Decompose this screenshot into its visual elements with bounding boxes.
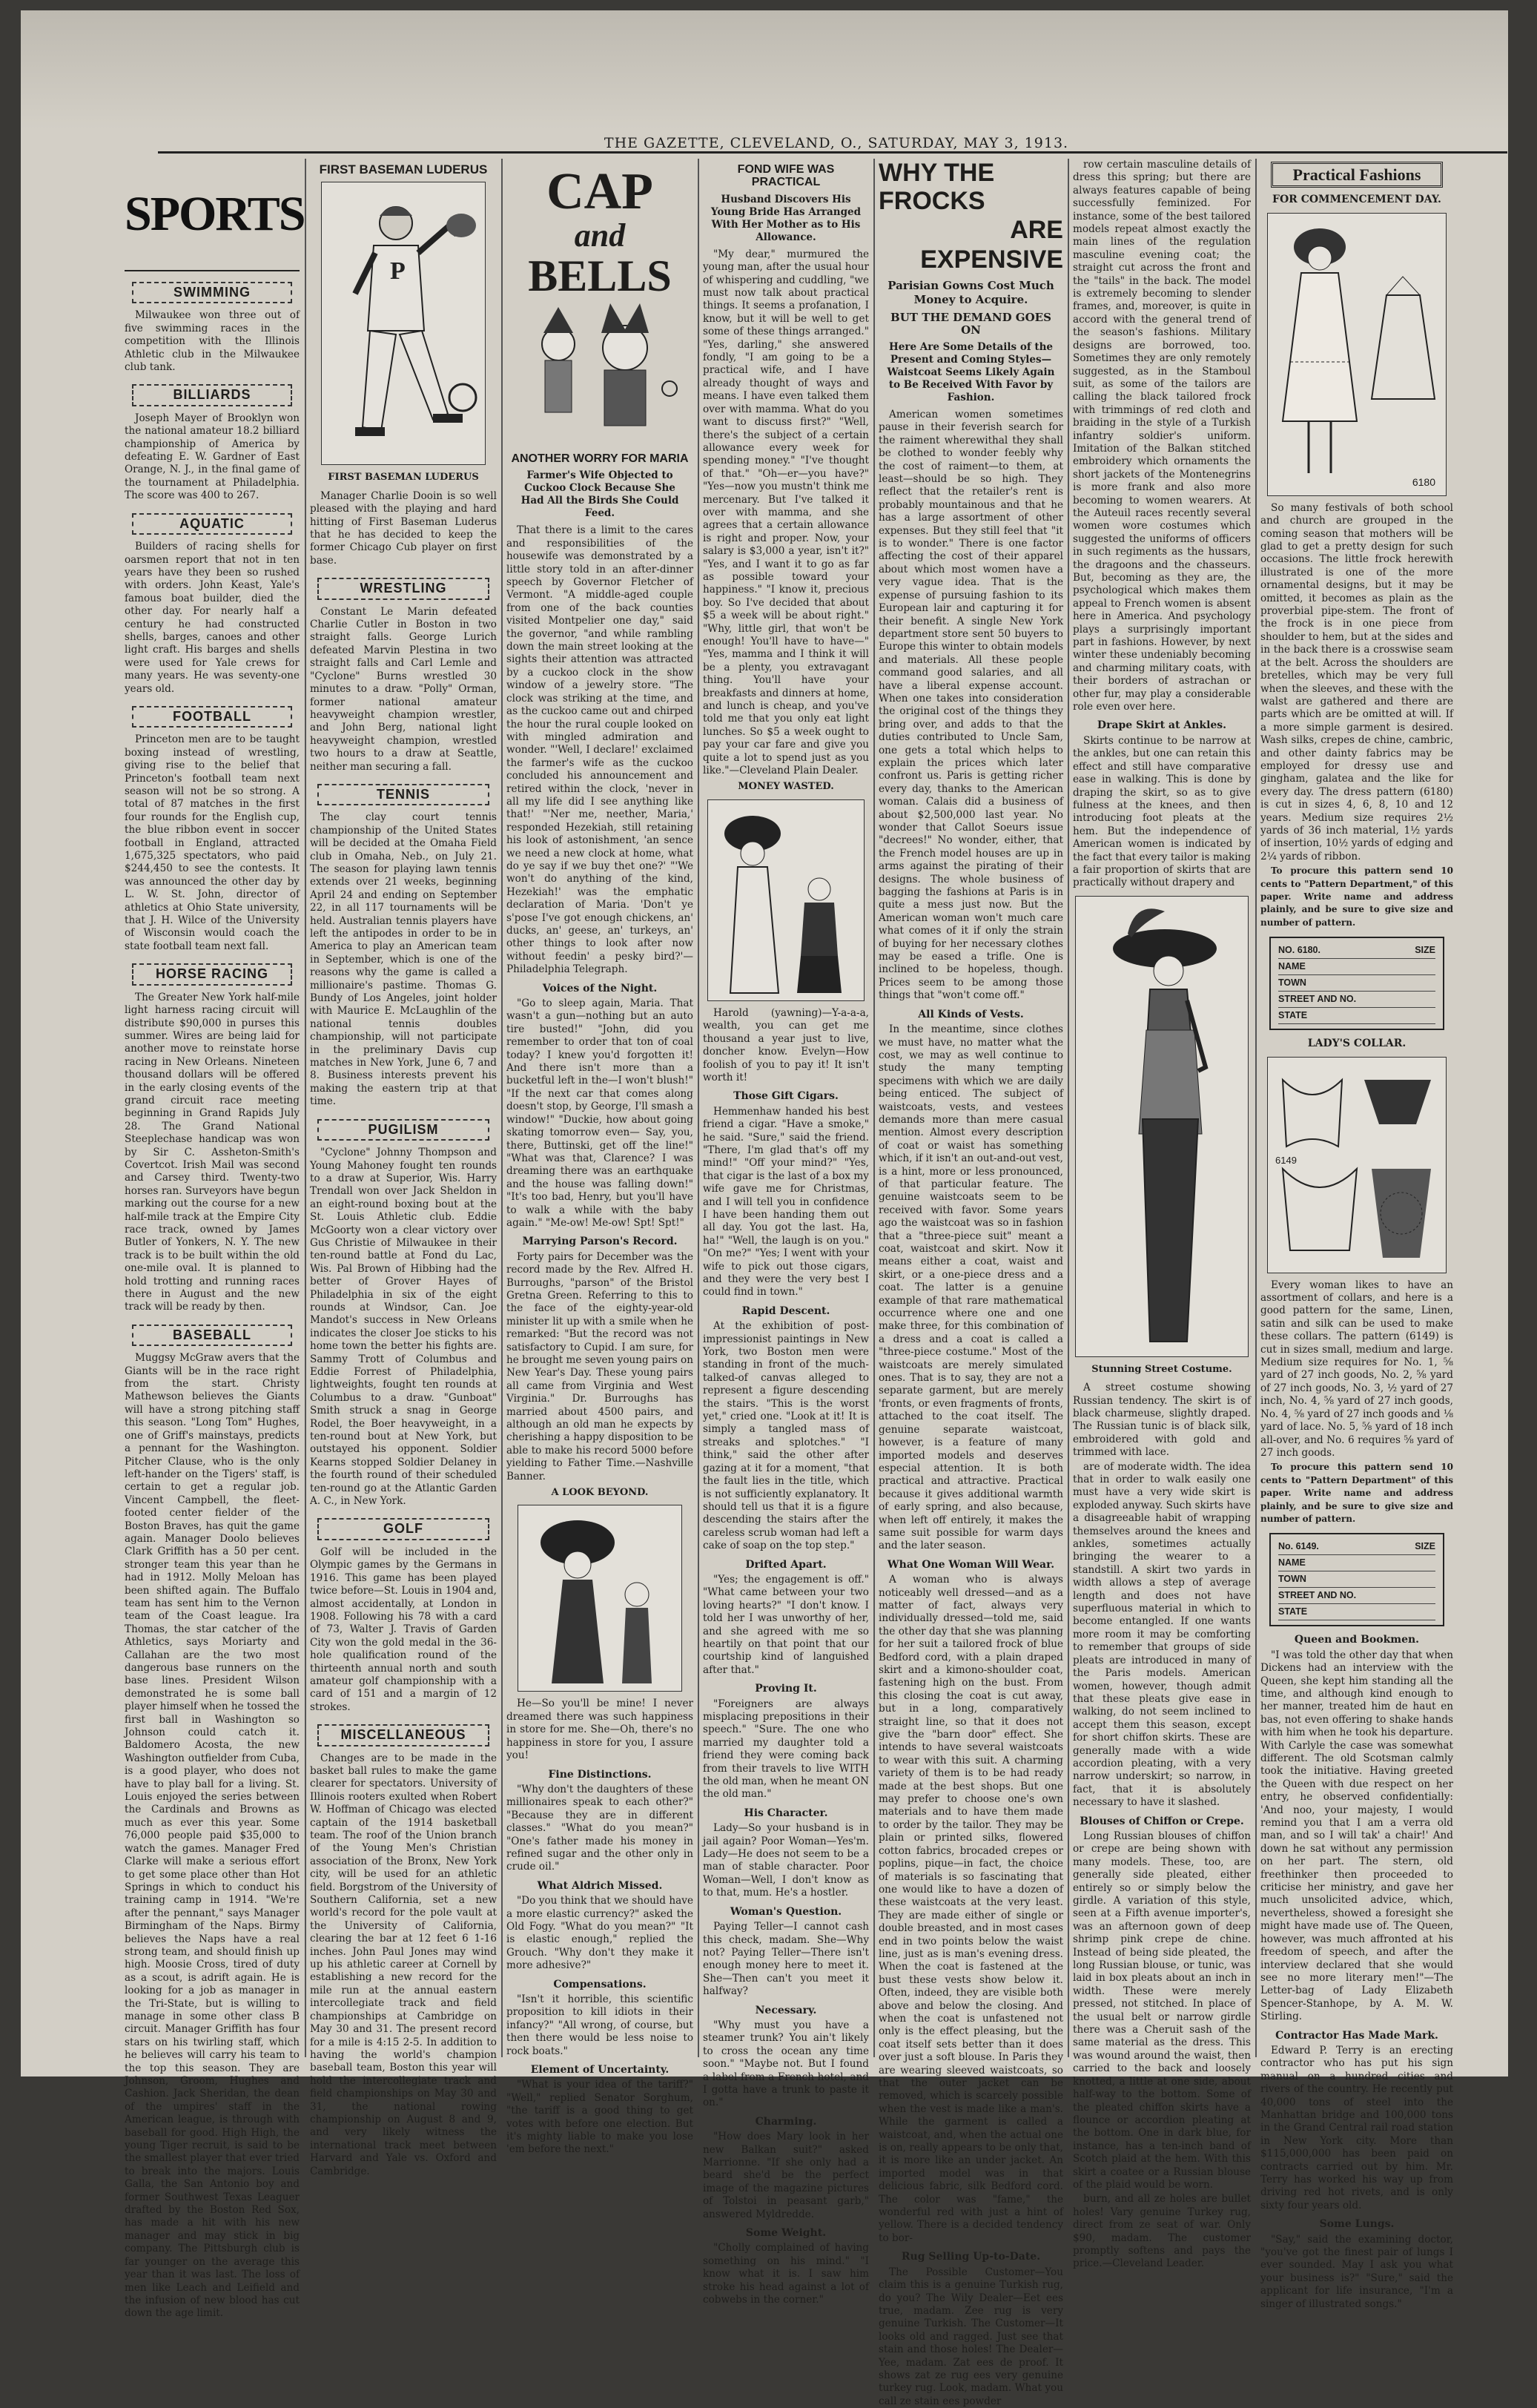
money-wasted-illustration xyxy=(707,799,865,1001)
pugilism-text: "Cyclone" Johnny Thompson and Young Mahoney fought ten rounds to a draw at Superior, Wis. Harry Trendall won over Jack Sheldon in an eight-round boxing bout at the St. Louis Athletic club. Eddie McGoorty won a clear victory over Gus Christie of Milwaukee in their ten-round battle at Fond du Lac, Wis. Pal Brown of Hibbing had the better of Grover Hayes of Philadelphia in six of the eight rounds at Windsor, Can. Joe Mandot's success in New Orleans indicates the closer Joe sticks to his home town the better his fights are. Sammy Trott of Columbus and Eddie Forrest of Philadelphia, lightweights, fought ten rounds at Columbus to a draw. "Gunboat" Smith struck a snag in George Rodel, the Boer heavyweight, in a ten-round bout at New York, but outstayed his opponent. Soldier Kearns stopped Soldier Delaney in the fourth round of their scheduled ten-round go at the Atlantic Garden A. C., in New York. xyxy=(310,1147,497,1508)
girl-dress-drawing xyxy=(1268,214,1446,495)
column-rule xyxy=(873,159,875,2057)
charming-text: "How does Mary look in her new Balkan suit?" asked Marrionne. "If she only had a beard she'd be the perfect image of the magazine pictures of Tolstoi in peasant garb," answered Myldredde. xyxy=(703,2131,869,2220)
fond-wife-deck: Husband Discovers His Young Bride Has Arranged With Her Mother as to His Allowance. xyxy=(710,193,862,243)
question-text: Paying Teller—I cannot cash this check, madam. She—Why not? Paying Teller—There isn't enough money here to meet it. She—Then can't you meet it halfway? xyxy=(703,1921,869,1998)
maria-text: That there is a limit to the cares and responsibilities of the housewife was demonstrated by a little story told in an after-dinner speech by Governor Fletcher of Vermont. "A middle-aged couple from one of the back counties visited Montpelier one day," said the governor, "and while rambling down the main street looking at the sights their attention was attracted by a cuckoo clock in the show window of a jewelry store. "The clock was striking at the time, and as the cuckoo came out and chirped the hour the rural couple looked on with mingled admiration and wonder. "'Well, I declare!' exclaimed the farmer's wife as the cuckoo concluded his announcement and retired within the clock, 'never in all my life did I see anything like that!' "'Ner me, neether, Maria,' responded Hezekiah, still retaining his look of astonishment, 'an sence we need a new clock at home, what do ye say if we buy thet one?' "'We won't do anything of the kind, Hezekiah!' was the emphatic declaration of Maria. 'Don't ye s'pose I've got enough chickens, an' ducks, an' geese, an' turkeys, an' other things to look after now without feedin' a pesky bird?'—Philadelphia Telegraph. xyxy=(506,524,693,976)
necessary-heading: Necessary. xyxy=(755,2004,817,2016)
column-six xyxy=(1073,159,1251,2270)
column-two xyxy=(310,159,497,2177)
pattern-6180-number: 6180 xyxy=(1412,476,1435,489)
form-town-field[interactable]: TOWN xyxy=(1278,1571,1435,1588)
column-rule xyxy=(501,159,503,2057)
column-rule xyxy=(1255,159,1257,2057)
billiards-text: Joseph Mayer of Brooklyn won the national amateur 18.2 billiard championship of America by defeating E. W. Gardner of East Orange, N. J., in the final game of the tournament at Philadelphia. The score was 400 to 267. xyxy=(125,412,300,502)
commencement-dress-illustration xyxy=(1267,213,1447,496)
aquatic-text: Builders of racing shells for oarsmen report that not in ten years have they been so rushed with orders. John Keast, Yale's famous boat builder, died the other day. For nearly half a century he had constructed shells, barges, canoes and other light craft. His barges and shells were used for Yale crews for many years. He was seventy-one years old. xyxy=(125,541,300,695)
character-heading: His Character. xyxy=(744,1807,828,1819)
frocks-deck3: Here Are Some Details of the Present and Coming Styles—Waistcoat Seems Likely Again to Be Received With Favor by Fashion. xyxy=(887,341,1055,403)
street-costume-text: A street costume showing Russian tendency. The skirt is of black charmeuse, slightly draped. The Russian tunic is of black silk, embroidered with gold and trimmed with lace. xyxy=(1073,1382,1251,1459)
blouses-heading: Blouses of Chiffon or Crepe. xyxy=(1080,1815,1244,1827)
frocks-deck1: Parisian Gowns Cost Much Money to Acquire. xyxy=(888,279,1054,306)
form-size-field[interactable]: SIZE xyxy=(1415,945,1435,956)
tennis-heading: TENNIS xyxy=(317,784,489,805)
sports-column xyxy=(125,159,305,2320)
golf-text: Golf will be included in the Olympic games by the Germans in 1916. This game has been played twice before—St. Louis in 1904 and, almost accidentally, at London in 1908. Following his 78 with a card of 73, Walter J. Travis of Garden City won the gold medal in the 36-hole qualification round of the thirteenth annual north and south amateur golf championship with a card of 151 and a margin of 12 strokes. xyxy=(310,1546,497,1713)
form-town-field[interactable]: TOWN xyxy=(1278,975,1435,992)
frocks-deck2: BUT THE DEMAND GOES ON xyxy=(890,311,1051,337)
lady-collar-illustration xyxy=(1267,1057,1447,1273)
weight-heading: Some Weight. xyxy=(745,2227,827,2240)
woman-in-costume-drawing xyxy=(1076,897,1248,1356)
sports-logo: SPORTS xyxy=(125,159,300,271)
column-four xyxy=(703,159,869,2306)
parson-heading: Marrying Parson's Record. xyxy=(522,1236,678,1248)
and-logo-word: and xyxy=(574,217,626,254)
jester-drawing xyxy=(514,300,686,433)
contractor-heading: Contractor Has Made Mark. xyxy=(1275,2029,1438,2042)
swimming-heading: SWIMMING xyxy=(132,282,292,303)
form-number-label: No. 6149. xyxy=(1278,1541,1319,1552)
form-street-field[interactable]: STREET AND NO. xyxy=(1278,1588,1435,1604)
weight-text: "Cholly complained of having something on his mind." "I know what it is. I saw him stroke his head against a lot of cobwebs in the corner." xyxy=(703,2242,869,2306)
pattern-order-form-6180[interactable] xyxy=(1269,937,1444,1030)
collar-text: Every woman likes to have an assortment of collars, and here is a good pattern for the same, Linen, satin and silk can be used to make these collars. The pattern (6149) is cut in sizes small, medium and large. Medium size requires for No. 1, ⅝ yard of 27 inch goods, No. 2, ⅝ yard of 27 inch goods, No. 3, ½ yard of 27 inch, No. 4, ⅝ yard of 27 inch goods, No. 4, ⅝ yard of 27 inch goods and ⅛ yard of lace. No. 5, ⅝ yard of 18 inch all-over, and No. 6 requires ⅝ yard of 27 inch goods. xyxy=(1260,1279,1453,1459)
form-size-field[interactable]: SIZE xyxy=(1415,1541,1435,1552)
rapid-heading: Rapid Descent. xyxy=(741,1304,830,1317)
masthead xyxy=(136,135,1537,156)
form-number-label: NO. 6180. xyxy=(1278,945,1321,956)
golf-heading: GOLF xyxy=(317,1518,489,1540)
commencement-text: So many festivals of both school and church are grouped in the coming season that mothers will be glad to get a pretty design for such occasions. The little frock herewith illustrated is one of the more ornamental designs, but it may be omitted, it becomes as plain as the proverbial pipe-stem. The front of the frock is in one piece from shoulder to hem, but at the sides and in the back there is a crosswise seam at the belt. Across the shoulders are bretelles, which may be very full when the sleeves, and these with the walst are gathered and there are parts which are be omitted at will. If a more simple garment is desired. Wash silks, crepes de chine, cambric, and other dainty fabrics may be employed for dressy use and gingham, galatea and the like for every day. The dress pattern (6180) is cut in sizes 4, 6, 8, 10 and 12 years. Medium size requires 2½ yards of 36 inch material, 1½ yards of insertion, 10½ yards of edging and 2¼ yards of ribbon. xyxy=(1260,501,1453,862)
commencement-subtitle: FOR COMMENCEMENT DAY. xyxy=(1272,194,1441,206)
drifted-heading: Drifted Apart. xyxy=(745,1558,827,1571)
pattern-order-text-2: To procure this pattern send 10 cents to "Pattern Department" of this paper. Write name and address plainly, and be sure to give size and number of pattern. xyxy=(1260,1462,1453,1524)
football-text: Princeton men are to be taught boxing instead of wrestling, giving rise to the belief that Princeton's football team next season will not be so strong. A total of 87 matches in the first four rounds for the English cup, the blue ribbon event in soccer football in England, attracted 1,675,325 spectators, who paid $244,450 to see the contests. It was announced the other day by L. W. St. John, director of athletics at Ohio State university, that J. H. Wilce of the University of Wisconsin would coach the state football team next fall. xyxy=(125,733,300,952)
maria-deck: Farmer's Wife Objected to Cuckoo Clock Because She Had All the Birds She Could Feed. xyxy=(520,469,679,520)
form-number-row xyxy=(1278,943,1435,959)
lady-collar-caption: LADY'S COLLAR. xyxy=(1307,1038,1407,1050)
column-five xyxy=(879,159,1063,2407)
swimming-text: Milwaukee won three out of five swimming races in the competition with the Illinois Athletic club in the Milwaukee club tank. xyxy=(125,309,300,374)
horse-racing-heading: HORSE RACING xyxy=(132,963,292,985)
baseball-heading: BASEBALL xyxy=(132,1325,292,1346)
couple-seated-drawing xyxy=(708,800,864,1000)
baseball-text: Muggsy McGraw avers that the Giants will be in the race right from the start. Christy Mathewson believes the Giants will have a strong pitching staff this season. "Long Tom" Hughes, one of Griff's mainstays, predicts a pennant for the Washington. Pitcher Clause, who is the only left-hander on the Tigers' staff, is certain to get a regular job. Vincent Campbell, the fleet-footed center fielder of the Boston Braves, has quit the game again. Manager Doolo believes Clark Griffith has a 50 per cent. stronger team this year than he had in 1912. Molly Meloan has been shifted again. The Buffalo team has sent him to the Vernon team of the Coast league. Ira Thomas, the star catcher of the Athletics, says Moriarty and Callahan are the two most dangerous base runners on the base lines. President Wilson demonstrated he is some ball player himself when he tossed the first ball in Washington so Johnson could catch it. Baldomero Acosta, the new Washington outfielder from Cuba, is a good player, who does not have to play ball for a living. St. Louis enjoyed the series between the Cardinals and Browns as much as ever this year. Some 76,000 people paid $35,000 to watch the games. Manager Fred Clarke will make a serious effort to get some place other than Hot Springs in which to conduct his training camp in 1914. "We're after the pennant," says Manager Birmingham of the Naps. Birmy believes the Naps have a real strong team, and should finish up high. Moosie Cross, tired of duty as a scout, is adrift again. He is looking for a job as manager in the Tri-State, but is willing to manage in some other class B circuit. Manager Griffith has four stars on his twirling staff, which he believes will carry his team to the top this season. They are Johnson, Groom, Hughes and Cashion. Jack Sheridan, the dean of the umpires' staff in the American league, is through with baseball for good. High High, the young Tiger recruit, is said to be the smallest player that ever tried to break into the majors. Louis Galla, the San Antonio boy and former Southwest Texas Leaguer drafted by the Boston Red Sox, has made a hit with his new manager and may stick in big company. The Pittsburgh club is far younger on the average this year than it was last. The loss of men like Leach and Leifield and the infusion of new blood has cut down the age limit. xyxy=(125,1352,300,2320)
drifted-text: "Yes; the engagement is off." "What came between your two loving hearts?" "I don't know. I told her I was unworthy of her, and she agreed with me so heartily on that point that our courtship kind of languished after that." xyxy=(703,1573,869,1676)
rug-continued-text: burn, and all ze holes are bullet holes! Vary genuine Turkey rug, direct from ze seat of war. Only $90, madam. The customer promptly softens and pays the price.—Cleveland Leader. xyxy=(1073,2193,1251,2270)
wear-text: A woman who is always noticeably well dressed—and as a matter of fact, always very individually dressed—told me, said the other day that she was planning for her suit a tailored frock of blue Bedford cord, with a plain draped skirt and a kimono-shoulder coat, fastening high on the bust. From this closing the coat is cut away, but in a long, comparatively straight line, so that it does not give the "barn door" effect. She intends to have several waistcoats to wear with this suit. A charming variety of them is to be had ready made at the best shops. But one may prefer to choose one's own materials and to have them made to order by the tailor. They may be plain or printed silks, flowered cotton fabrics, brocaded crepes or poplins, pique—in fact, the choice of materials is so fascinating that one would like to have a dozen of these waistcoats at the very least. They are made either of single or double breasted, and in most cases end in two points below the waist line, just as is man's evening dress. When the coat is fastened at the bust these vests show below it. Often, indeed, they are visible both above and below the closing. And when the coat is unfastened not only is the effect pleasing, but the coat itself sets better than it does over just a soft blouse. In Paris they are wearing sleeved waistcoats, so that the outer jacket can be removed, which is scarcely possible when the vest is made like a man's. While the garment is called a waistcoat, and, when the actual one is on, really appears to be only that, it is more like an under jacket. An imported model was in that delicious fabric, silk Bedford cord. The color was "fame," the wonderful red with just a hint of yellow. There is a decided tendency to bor- xyxy=(879,1574,1063,2244)
lungs-heading: Some Lungs. xyxy=(1319,2218,1395,2231)
wrestling-heading: WRESTLING xyxy=(317,578,489,599)
fond-wife-heading: FOND WIFE WAS PRACTICAL xyxy=(737,163,835,189)
form-number-row xyxy=(1278,1539,1435,1555)
frocks-title-line1: WHY THE FROCKS xyxy=(879,159,995,215)
svg-text:P: P xyxy=(390,257,406,286)
baseball-player-drawing xyxy=(322,182,485,464)
proving-text: "Foreigners are always misplacing prepositions in their speech." "Sure. The one who married my daughter told a friend they were coming back from their travels to live WITH the old man, when he meant ON the old man." xyxy=(703,1698,869,1801)
uncertainty-text: "What is your idea of the tariff?" "Well," replied Senator Sorghum, "the tariff is a good thing to get votes with before one election. But it's mighty liable to make you lose 'em before the next." xyxy=(506,2079,693,2156)
aldrich-text: "Do you think that we should have a more elastic currency?" asked the Old Fogy. "What do you mean?" "It is elastic enough," replied the Grouch. "Why don't they make it more adhesive?" xyxy=(506,1895,693,1972)
uncertainty-heading: Element of Uncertainty. xyxy=(530,2064,670,2077)
wrestling-text: Constant Le Marin defeated Charlie Cutler in Boston in two straight falls. George Lurich defeated Marvin Plestina in two straight falls and Carl Lemle and "Cyclone" Burns wrestled 30 minutes to a draw. "Polly" Orman, former national amateur heavyweight champion wrestler, and John Berg, national light heavyweight champion, wrestled two hours to a draw at Seattle, neither man securing a fall. xyxy=(310,605,497,773)
luderus-text: Manager Charlie Dooin is so well pleased with the playing and hard hitting of First Baseman Luderus that he has decided to keep the former Chicago Cub player on first base. xyxy=(310,489,497,567)
drape-text: Skirts continue to be narrow at the ankles, but one can retain this effect and still have comparative ease in walking. This is done by draping the skirt, so as to give fulness at the knees, and then introducing foot pleats at the hem. But the independence of American women is indicated by the fact that every tailor is making a fair proportion of skirts that are practically without drapery and xyxy=(1073,734,1251,889)
luderus-heading: FIRST BASEMAN LUDERUS xyxy=(319,162,488,177)
compensations-heading: Compensations. xyxy=(553,1978,647,1990)
couple-drawing xyxy=(518,1505,681,1691)
pattern-order-text-1: To procure this pattern send 10 cents to "Pattern Department," of this paper. Write name and address plainly, and be sure to give size and number of pattern. xyxy=(1260,865,1453,928)
look-beyond-caption: A LOOK BEYOND. xyxy=(551,1487,649,1499)
wear-heading: What One Woman Will Wear. xyxy=(887,1558,1055,1571)
voices-text: "Go to sleep again, Maria. That wasn't a gun—nothing but an auto tire busted!" "John, did you remember to order that ton of coal today? I knew you'd forgotten it! And there isn't more than a bucketful left in the—I won't blush!" "If the next car that comes along doesn't stop, by George, I'll smash a window!" "Duckie, how about going skating tomorrow even— Say, you, there, Buttinski, get off the line!" "What was that, Clarence? I was dreaming there was an earthquake and the house was falling down!" "It's too bad, Henry, but you'll have to walk a while with the baby again." "Me-ow! Me-ow! Spt! Spt!" xyxy=(506,997,693,1229)
luderus-caption: FIRST BASEMAN LUDERUS xyxy=(328,472,479,484)
queen-heading: Queen and Bookmen. xyxy=(1294,1634,1420,1646)
money-wasted-text: Harold (yawning)—Y-a-a-a, wealth, you can get me thousand a year just to live, doncher know. Evelyn—How foolish of you to pay it! It isn't worth it! xyxy=(703,1006,869,1083)
cap-logo-word: CAP xyxy=(546,163,653,220)
form-state-field[interactable]: STATE xyxy=(1278,1008,1435,1024)
dateline: THE GAZETTE, CLEVELAND, O., SATURDAY, MAY 3, 1913. xyxy=(604,135,1069,151)
aquatic-heading: AQUATIC xyxy=(132,513,292,535)
vests-text: In the meantime, since clothes we must have, no matter what the cost, we may as well continue to study the many tempting specimens with which we are daily being enticed. The subject of waistcoats, vests, and vestees demands more than mere casual mention. Almost every description of coat or waist has something which, if it isn't an out-and-out vest, is a hint, more or less pronounced, of that particular feature. The genuine waistcoats seem to be received with favor. Some years ago the waistcoat was so in fashion that a "three-piece suit" meant a coat, waistcoat and skirt. Now it means either a coat, waist and skirt, or a one-piece dress and a coat. The latter is a genuine example of that rare mathematical occurrence where one and one make three, for this combination of a dress and a coat is called a "three-piece costume." Most of the waistcoats are merely simulated ones. That is to say, they are not a separate garment, but are merely 'fronts, or even fragments of fronts, attached to the coat itself. The genuine separate waistcoat, however, is a feature of many imported models and deserves especial attention. It is both practical and attractive. Practical because it gives additional warmth of early spring, and also because, when left off entirely, it makes the same suit possible for warm days and the later season. xyxy=(879,1023,1063,1552)
form-state-field[interactable]: STATE xyxy=(1278,1604,1435,1620)
frocks-text: American women sometimes pause in their feverish search for the raiment wherewithal they shall be clothed to wonder feebly why the cost of raiment—to them, at least—should be so high. They reflect that the retailer's rent is probably mountainous and that he has a large assortment of other expenses. But they still feel that "it is to wonder." There is one factor affecting the cost of their apparel about which most women have a very vague idea. That is the expense of pursuing fashion to its European lair and capturing it for their benefit. A single New York department store sent 50 buyers to Europe this winter to obtain models and materials. All these people command good salaries, and all have a liberal expense account. When one takes into consideration the original cost of the things they bring over, and adds to that the duties contributed to Uncle Sam, one gets a total which helps to explain the prices which later confront us. Paris is getting richer every day, thanks to the American woman. Calais did a business of about $2,500,000 last year. No wonder that Callot Soeurs issue "decrees!" No wonder, either, that the French model houses are up in arms against the pirating of their designs. The whole business of bagging the fashions at Paris is in quite a mess just now. But the American woman won't much care what comes of it if only the strain of buying for her necessary clothes may be eased a trifle. One is inclined to be hopeless, though. Prices seem to be among those things that "won't come off." xyxy=(879,409,1063,1002)
form-street-field[interactable]: STREET AND NO. xyxy=(1278,992,1435,1008)
miscellaneous-text: Changes are to be made in the basket ball rules to make the game clearer for spectators. University of Illinois rooters exulted when Robert W. Hoffman of Chicago was elected captain of the 1914 basketball team. The roof of the Union branch of the Young Men's Christian association of the Bronx, New York city, will be used for an athletic field. Borgstrom of the University of Southern California, set a new world's record for the pole vault at the University of California, clearing the bar at 12 feet 6 1-16 inches. John Paul Jones may wind up his athletic career at Cornell by establishing a new record for the mile run at the annual eastern intercollegiate track and field championships at Cambridge on May 30 and 31. The present record for a mile is 4:15 2-5. In addition to having the world's champion baseball team, Boston this year will hold the intercollegiate track and field championships on May 30 and 31, the national rowing championship on August 8 and 9, and very likely witness the international track meet between Harvard and Yale vs. Oxford and Cambridge. xyxy=(310,1752,497,2177)
blouses-text: Long Russian blouses of chiffon or crepe are being shown with many models. These, too, are generally side pleated, either entirely so or simply below the girdle. A variation of this style, seen at a Fifth avenue importer's, was an afternoon gown of deep shrimp pink crepe de chine. Instead of being side pleated, the long Russian blouse, or tunic, was laid in box pleats about an inch in width. These were merely pressed, not stitched. In place of the usual belt or narrow girdle there was a Cheruit sash of the same material as the dress. This was wound around the waist, then carried to the back and loosely knotted, a little at one side, about half-way to the bottom. Some of the pleated chiffon skirts have a flounce or accordion pleating at the bottom. One in dark blue, for instance, has a ten-inch band of Scotch plaid at the hem. With this skirt a coatee or a Russian blouse of the plaid would be worn. xyxy=(1073,1830,1251,2191)
rug-heading: Rug Selling Up-to-Date. xyxy=(901,2251,1041,2263)
pugilism-heading: PUGILISM xyxy=(317,1119,489,1141)
fond-wife-text: "My dear," murmured the young man, after the usual hour of whispering and cuddling, "we must now talk about practical things. It seems a profanation, I know, but it will be well to get some of these things arranged." "Yes, darling," she answered fondly, "I am going to be a practical wife, and I have already thought of ways and means. I have even talked them over with mamma. What do you want to discuss first?" "Well, there's the subject of a certain allowance every week for spending money." "I've thought of that." "Oh—er—you have?" "Yes—now you mustn't think me mercenary. But I've talked it over with mamma, and she agrees that a certain allowance is right and proper. Now, your salary is $3,000 a year, isn't it?" "Yes, and I want it to go as far as possible toward your happiness." "I know it, precious boy. So I've decided that about $5 a week will be about right." "Why, little girl, that won't be enough! You'll have to have—" "Yes, mamma and I think it will be a plenty, you extravagant thing. You'll have your breakfasts and dinners at home, and lunch is cheap, and you've told me that you only eat light lunches. So $5 a week ought to pay your car fare and give you quite a lot to spend just as you like."—Cleveland Plain Dealer. xyxy=(703,248,869,777)
column-rule xyxy=(305,159,306,2057)
parson-text: Forty pairs for December was the record made by the Rev. Alfred H. Burroughs, "parson" of the Bristol Gretna Green. Referring to this to the face of the eighty-year-old minister lit up with a smile when he remarked: "But the record was not satisfactory to Cupid. I am sure, for he brought me seven young pairs on New Year's Day. These young pairs all came from Virginia and West Virginia." Dr. Burroughs has married about 4500 pairs, and although an old man he expects by cherishing a happy disposition to be able to make his record 5000 before yielding to Father Time.—Nashville Banner. xyxy=(506,1250,693,1482)
form-name-field[interactable]: NAME xyxy=(1278,959,1435,975)
rug-text: The Possible Customer—You claim this is a genuine Turkish rug, do you? The Wily Dealer—Eet ees true, madam. Zee rug is very genuine Turkish. The Customer—It looks old and ragged. Just see that stain and those holes! The Dealer—Yee, madam. Zat ees de proof. It shows zat ze rug ees very genuine turkey rug. Look, madam. What you call ze stain ees powder xyxy=(879,2266,1063,2407)
pattern-order-form-6149[interactable] xyxy=(1269,1533,1444,1626)
newspaper-page xyxy=(21,10,1508,2407)
vests-heading: All Kinds of Vests. xyxy=(918,1008,1024,1020)
column-rule xyxy=(1068,159,1069,2057)
miscellaneous-heading: MISCELLANEOUS xyxy=(317,1724,489,1746)
voices-heading: Voices of the Night. xyxy=(542,982,658,994)
look-beyond-text: He—So you'll be mine! I never dreamed there was such happiness in store for me. She—Oh, there's no happiness in store for you, I assure you! xyxy=(506,1698,693,1762)
cigars-heading: Those Gift Cigars. xyxy=(733,1090,839,1103)
masthead-rule xyxy=(158,151,1507,154)
practical-fashions-title: Practical Fashions xyxy=(1271,162,1443,188)
bells-logo-word: BELLS xyxy=(528,251,672,300)
pattern-6149-number: 6149 xyxy=(1275,1154,1297,1166)
street-costume-caption: Stunning Street Costume. xyxy=(1091,1363,1232,1375)
street-costume-illustration xyxy=(1075,896,1249,1357)
distinctions-heading: Fine Distinctions. xyxy=(548,1768,652,1781)
horse-racing-text: The Greater New York half-mile light harness racing circuit will distribute $90,000 in purses this summer. Wires are being laid for another move to reinstate horse racing in New Orleans. Nineteen thousand dollars will be offered in the early closing events of the grand circuit race meeting beginning in Grand Rapids July 28. The Grand National Steeplechase handicap was won by Sir C. Assheton-Smith's Covertcot. Irish Mail was second and Carsey third. Twenty-two horses ran. Surveyors have begun marking out the course for a new half-mile track at the Empire City race track, owned by James Butler of Yonkers, N. Y. The new track is to be built within the old one-mile oval. It is planned to hold trotting and running races there in August and the new track will be ready by then. xyxy=(125,991,300,1313)
fashion-continued-text: row certain masculine details of dress this spring; but there are always features capable of being successfully feminized. For instance, some of the best tailored models repeat almost exactly the main lines of the regulation masculine evening coat; the straight cut across the front and the "tails" in the back. The model is extremely becoming to slender frames, and, moreover, is quite in accord with the general trend of the season's fashions. Military designs are borrowed, too. Sometimes they are only remotely suggested, as in the Stamboul suit, as some of the tailors are calling the black tailored frock with trimmings of red cloth and braiding in the style of a Turkish infantry soldier's uniform. Imitation of the Balkan stitched embroidery which ornaments the short jackets of the Montenegrins is more frank and also more becoming to women wearers. At the Auteuil races recently several women wore costumes which suggested the uniforms of officers in such regiments as the hussars, the dragoons and the chasseurs. But, becoming as they are, the psychological which makes them appeal to French women is absent here in America. And psychology plays a surprisingly important part in fashions. However, by next winter these undeniably becoming and charming military coats, with their borders of astrachan or other fur, may play a considerable role even over here. xyxy=(1073,159,1251,713)
question-heading: Woman's Question. xyxy=(730,1905,842,1918)
look-beyond-illustration xyxy=(518,1505,682,1692)
proving-heading: Proving It. xyxy=(755,1683,817,1695)
rapid-text: At the exhibition of post-impressionist paintings in New York, two Boston men were standing in front of the much-talked-of canvas alleged to represent a figure descending the stairs. "This is the worst yet," cried one. "Look at it! It is simply a tangled mass of streaks and splotches." "I think," said the other after gazing at it for a moment, "that the fault lies in the title, which is not sufficiently explanatory. It should tell us that it is a figure descending the stairs after the careless scrub woman had left a cake of soap on the top step." xyxy=(703,1320,869,1552)
character-text: Lady—So your husband is in jail again? Poor Woman—Yes'm. Lady—He does not seem to be a man of stable character. Poor Woman—Well, I don't know as to that, mum. He's a hostler. xyxy=(703,1822,869,1899)
football-heading: FOOTBALL xyxy=(132,706,292,728)
maria-heading: ANOTHER WORRY FOR MARIA xyxy=(511,452,689,465)
lungs-text: "Say," said the examining doctor, "you've got the finest pair of lungs I ever sounded. May I ask you what your business is?" "Sure," said the applicant for life insurance, "I'm a singer of illustrated songs." xyxy=(1260,2233,1453,2310)
luderus-illustration xyxy=(321,182,486,465)
contractor-text: Edward P. Terry is an erecting contractor who has put his sign manual on a hundred cities and rivers of the country. He recently put 40,000 tons of steel into the Manhattan bridge and 100,000 tons in the Grand Central rail road station in New York city. More than $115,000,000 has been paid on contracts carried out by him. Mr. Terry has worked his way up from driving red hot rivets, and is only sixty four years old. xyxy=(1260,2044,1453,2211)
frocks-title-line2: ARE EXPENSIVE xyxy=(920,216,1063,274)
drape-heading: Drape Skirt at Ankles. xyxy=(1097,719,1227,732)
column-rule xyxy=(698,159,699,2057)
necessary-text: "Why must you have a steamer trunk? You ain't likely to cross the ocean any time soon." "Maybe not. But I found a label from a French hotel, and I gotta have a trunk to paste it on." xyxy=(703,2019,869,2109)
column-seven xyxy=(1260,159,1453,2310)
money-wasted-caption: MONEY WASTED. xyxy=(738,781,834,793)
billiards-heading: BILLIARDS xyxy=(132,384,292,406)
skirt-text: are of moderate width. The idea that in order to walk easily one must have a very wide skirt is exploded anyway. Such skirts have a disagreeable habit of wrapping themselves around the knees and ankles, sometimes actually bringing the wearer to a standstill. A skirt two yards in width allows a step of average length and does not have superfluous material in which to become entangled. If one wants more room it may be comforting to remember that groups of side pleats are introduced in many of the Paris models. American women, however, though admit that these pleats give ease in walking, do not seem inclined to accept them this season, except for short chiffon skirts. These are generally made with a wide accordion pleating, with a very narrow underskirt; so narrow, in fact, that it is absolutely necessary to have it slashed. xyxy=(1073,1460,1251,1809)
compensations-text: "Isn't it horrible, this scientific proposition to kill idiots in their infancy?" "All wrong, of course, but then there would be less noise to rock boats." xyxy=(506,1993,693,2057)
form-name-field[interactable]: NAME xyxy=(1278,1555,1435,1571)
aldrich-heading: What Aldrich Missed. xyxy=(537,1879,663,1892)
tennis-text: The clay court tennis championship of the United States will be decided at the Omaha Field club in Omaha, Neb., on July 21. The season for playing lawn tennis extends over 21 weeks, beginning April 24 and ending on September 22, in all 117 tournaments will be held. Australian tennis players have left the antipodes in order to be in America to play an American team in September, which is one of the reasons why the game is called a millionaire's pastime. Thomas G. Bundy of Los Angeles, joint holder with Maurice E. McLaughlin of the national tennis doubles championship, will not participate in the preliminary Davis cup matches in New York, June 6, 7 and 8. Business interests prevent his making the eastern trip at that time. xyxy=(310,811,497,1108)
cap-and-bells-logo xyxy=(514,165,686,446)
distinctions-text: "Why don't the daughters of these millionaires speak to each other?" "Because they are in different classes." "What do you mean?" "One's father made his money in refined sugar and the other only in crude oil." xyxy=(506,1783,693,1873)
cigars-text: Hemmenhaw handed his best friend a cigar. "Have a smoke," he said. "Sure," said the friend. "There, I'm glad that's off my mind!" "Off your mind?" "Yes, that cigar is the last of a box my wife gave me for Christmas, and I will tell you in confidence I have been handing them out all day. You got the last. Ha, ha!" "Well, the laugh is on you." "On me?" "Yes; I went with your wife to pick out those cigars, and they were the very best I could find in town." xyxy=(703,1105,869,1299)
queen-text: "I was told the other day that when Dickens had an interview with the Queen, she kept him standing all the time, and although kind enough to her manner, treated him de haut en bas, not even offering to shake hands with him when he took his departure. With Carlyle the case was somewhat different. The old Scotsman calmly took the initiative. Having greeted the Queen with due respect on her entry, he observed confidentially: 'And noo, your majesty, I would remind you that I am a verra old man, and so I will tak' a chair!' And down he sat without any permission on her part. The stern, old freethinker then proceeded to criticise her ministry, and gave her much unsolicited advice, which, nevertheless, showed a foresight she might have made use of. The Queen, however, was much affronted at his freedom of speech, and after the interview declared that she would see no more literary men!"—The Letter-bag of Lady Elizabeth Spencer-Stanhope, by A. M. W. Stirling. xyxy=(1260,1649,1453,2023)
charming-heading: Charming. xyxy=(755,2115,817,2128)
column-three xyxy=(506,159,693,2156)
